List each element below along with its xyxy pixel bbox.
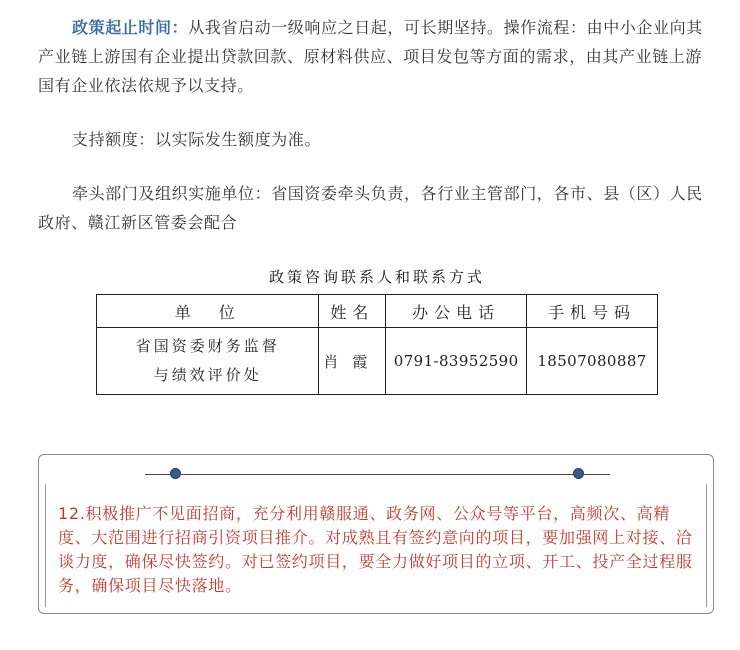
divider-line-left [145,474,171,475]
divider-line-right [584,474,610,475]
lead-department-paragraph [38,179,716,237]
cell-unit [97,328,319,395]
header-office-phone: 办公电话 [386,295,527,328]
dot-ornament-left-icon [170,468,181,479]
table-row [97,328,658,395]
header-name: 姓名 [319,295,386,328]
lead-department-text: 牵头部门及组织实施单位：省国资委牵头负责，各行业主管部门，各市、县（区）人民政府、赣江新区管委会配合 [38,184,703,232]
policy-period-text: 从我省启动一级响应之日起，可长期坚持。操作流程：由中小企业向其产业链上游国有企业提出贷款回款、原材料供应、项目发包等方面的需求，由其产业链上游国有企业依法依规予以支持。 [38,18,703,95]
cell-unit-line-1: 省国资委财务监督 [135,337,280,355]
contact-table [96,294,658,395]
policy-period-label: 政策起止时间： [72,18,189,37]
header-mobile: 手机号码 [527,295,658,328]
header-unit: 单 位 [97,295,319,328]
policy-period-paragraph [38,13,716,100]
panel-text: 12.积极推广不见面招商，充分利用赣服通、政务网、公众号等平台，高频次、高精度、大范围进行招商引资项目推介。对成熟且有签约意向的项目，要加强网上对接、洽谈力度，确保尽快签约。对已签约项目，要全力做好项目的立项、开工、投产全过程服务，确保项目尽快落地。 [58,504,693,595]
highlight-panel [38,454,714,614]
support-amount-text: 支持额度：以实际发生额度为准。 [72,130,322,149]
dot-ornament-right-icon [573,468,584,479]
cell-unit-line-2: 与绩效评价处 [153,366,262,384]
contact-table-caption: 政策咨询联系人和联系方式 [268,268,485,286]
support-amount-paragraph [38,125,716,154]
cell-office-phone: 0791-83952590 [386,328,527,395]
table-header-row [97,295,658,328]
divider-line-center [181,474,573,475]
cell-name: 肖霞 [319,328,386,395]
cell-mobile: 18507080887 [527,328,658,395]
